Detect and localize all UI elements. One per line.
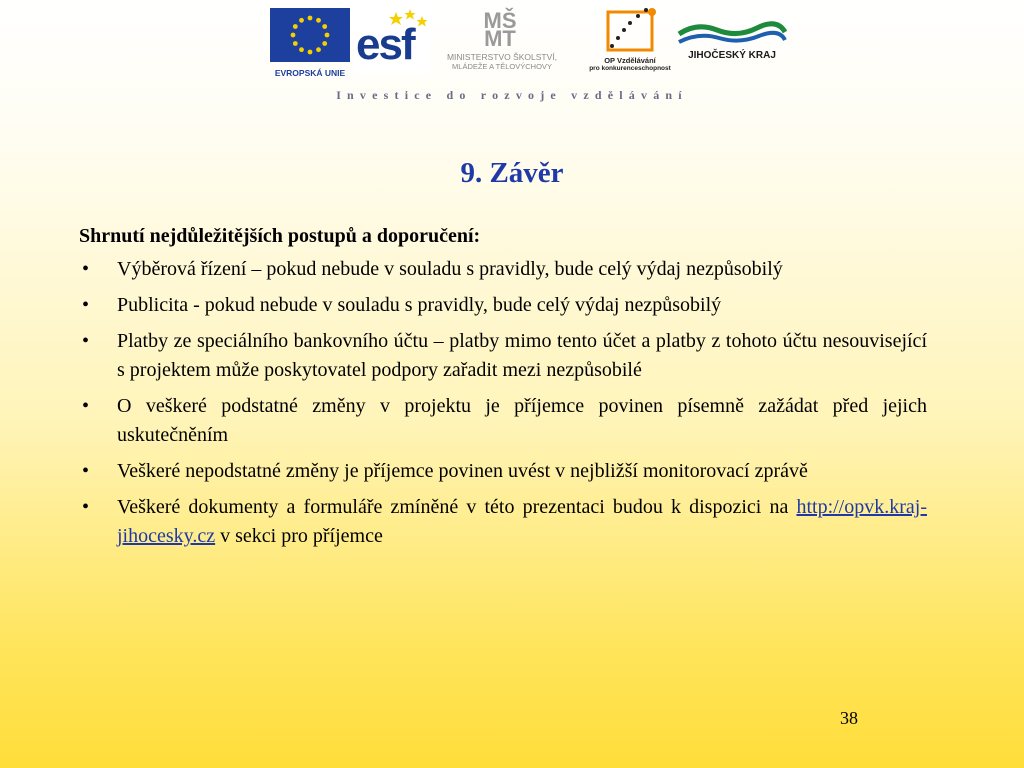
opvk-website-link[interactable]: http://opvk.kraj-jihocesky.cz	[117, 496, 927, 547]
kraj-waves-icon	[677, 20, 787, 50]
logo-bar	[270, 6, 790, 76]
msmt-logo	[432, 6, 572, 76]
recommendations-list	[79, 255, 927, 551]
list-item	[79, 255, 927, 284]
msmt-label-line2: MLÁDEŽE A TĚLOVÝCHOVY	[452, 62, 552, 71]
bullet-icon: •	[82, 294, 90, 316]
list-item	[79, 327, 927, 385]
slide-title: 9. Závěr	[460, 157, 564, 189]
bullet-icon: •	[82, 496, 90, 518]
op-label-line2: pro konkurenceschopnost	[589, 65, 671, 72]
eu-flag-icon	[270, 8, 350, 62]
list-item	[79, 291, 927, 320]
slide-content	[79, 222, 927, 558]
bullet-icon: •	[82, 460, 90, 482]
esf-label: esf	[356, 20, 414, 69]
eu-label: EVROPSKÁ UNIE	[274, 68, 346, 78]
kraj-label: JIHOČESKÝ KRAJ	[688, 50, 776, 61]
bullet-icon: •	[82, 330, 90, 352]
op-label-line1: OP Vzdělávání	[604, 56, 656, 65]
op-logo	[589, 6, 671, 76]
list-item-text: O veškeré podstatné změny v projektu je příjemce povinen písemně zažádat před jejich uskutečněním	[117, 395, 927, 446]
list-item	[79, 493, 927, 551]
svg-text:MT: MT	[484, 26, 516, 48]
list-item-text-before-link: Veškeré dokumenty a formuláře zmíněné v této prezentaci budou k dispozici na	[117, 496, 797, 518]
bullet-icon: •	[82, 395, 90, 417]
msmt-label-line1: MINISTERSTVO ŠKOLSTVÍ,	[446, 52, 558, 62]
list-item-text-after-link: v sekci pro příjemce	[215, 525, 383, 547]
summary-heading: Shrnutí nejdůležitějších postupů a doporučení:	[79, 225, 481, 247]
page-number: 38	[840, 708, 858, 728]
list-item	[79, 457, 927, 486]
list-item-text: Platby ze speciálního bankovního účtu – platby mimo tento účet a platby z tohoto účtu nesouvisející s projektem může poskytovatel podpory zařadit mezi nezpůsobilé	[117, 330, 927, 381]
list-item-text: Veškeré nepodstatné změny je příjemce povinen uvést v nejbližší monitorovací zprávě	[117, 460, 808, 482]
list-item-text: Výběrová řízení – pokud nebude v souladu s pravidly, bude celý výdaj nezpůsobilý	[117, 258, 783, 280]
eu-logo	[270, 8, 350, 78]
tagline: Investice do rozvoje vzdělávání	[336, 88, 688, 102]
op-puzzle-icon	[598, 6, 662, 56]
svg-text:MŠ: MŠ	[483, 8, 517, 33]
list-item-text: Publicita - pokud nebude v souladu s pravidly, bude celý výdaj nezpůsobilý	[117, 294, 722, 316]
msmt-monogram-icon	[470, 6, 530, 48]
esf-logo	[354, 6, 430, 74]
kraj-logo	[674, 20, 790, 76]
bullet-icon: •	[82, 258, 90, 280]
list-item	[79, 392, 927, 450]
